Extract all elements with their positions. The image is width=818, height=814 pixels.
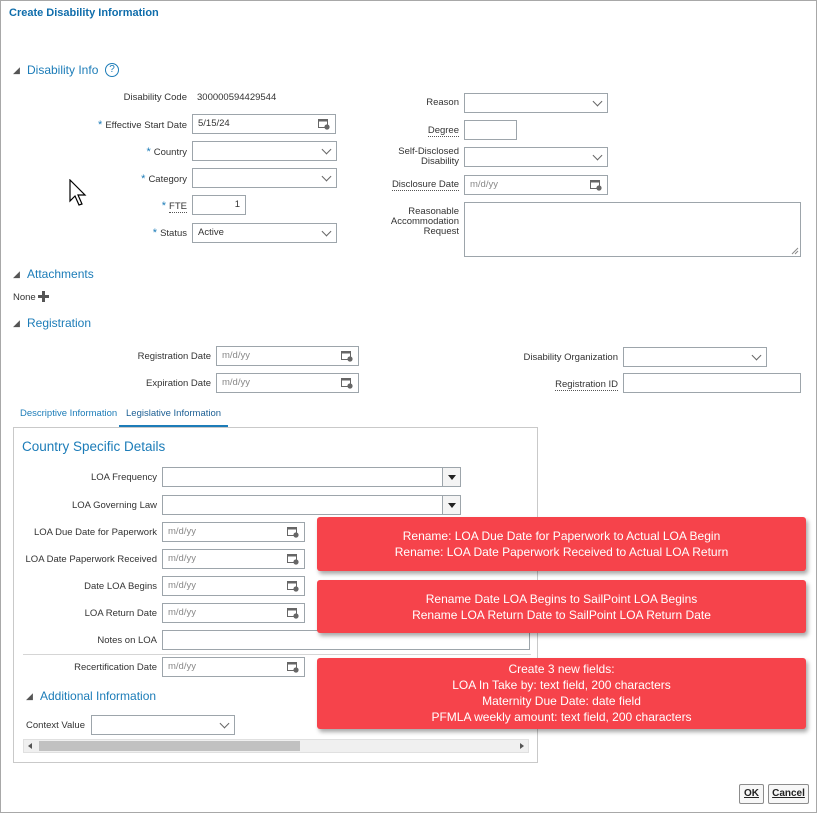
degree-input[interactable]: [464, 120, 517, 140]
calendar-icon[interactable]: [318, 118, 330, 130]
horizontal-scrollbar[interactable]: [23, 739, 529, 753]
loa-frequency-select[interactable]: [162, 467, 461, 487]
registration-date-input[interactable]: m/d/yy: [216, 346, 359, 366]
section-title-attachments[interactable]: Attachments: [27, 267, 94, 281]
calendar-icon[interactable]: [287, 661, 299, 673]
disclosure-date-input[interactable]: m/d/yy: [464, 175, 608, 195]
callout-rename-loa-begins: Rename Date LOA Begins to SailPoint LOA Begins Rename LOA Return Date to SailPoint LOA Return Date: [317, 580, 806, 633]
loa-governing-law-label: LOA Governing Law: [71, 500, 157, 511]
self-disclosed-label: Self-Disclosed Disability: [398, 146, 459, 167]
scroll-left-icon[interactable]: [28, 743, 32, 749]
calendar-icon[interactable]: [287, 526, 299, 538]
cancel-button[interactable]: Cancel: [768, 784, 809, 804]
collapse-triangle-icon[interactable]: ◢: [13, 269, 20, 279]
collapse-triangle-icon[interactable]: ◢: [13, 318, 20, 328]
accommodation-label: Reasonable Accommodation Request: [390, 206, 459, 237]
disability-organization-select[interactable]: [623, 347, 767, 367]
disability-code-value: 300000594429544: [197, 92, 277, 103]
loa-return-date-label: LOA Return Date: [84, 608, 157, 619]
chevron-down-icon: [322, 172, 332, 182]
section-title-registration[interactable]: Registration: [27, 316, 92, 330]
chevron-down-icon: [593, 97, 603, 107]
country-specific-title: Country Specific Details: [22, 439, 166, 454]
recertification-date-label: Recertification Date: [74, 662, 157, 673]
help-icon[interactable]: ?: [105, 63, 119, 77]
dialog-title: Create Disability Information: [9, 7, 159, 19]
reason-label: Reason: [426, 97, 459, 108]
registration-id-label: Registration ID: [555, 379, 618, 390]
chevron-down-icon: [593, 151, 603, 161]
calendar-icon[interactable]: [341, 350, 353, 362]
category-select[interactable]: [192, 168, 337, 188]
recertification-date-input[interactable]: m/d/yy: [162, 657, 305, 677]
effective-start-date-label: * Effective Start Date: [98, 119, 187, 131]
chevron-down-icon: [322, 227, 332, 237]
calendar-icon[interactable]: [287, 580, 299, 592]
effective-start-date-input[interactable]: 5/15/24: [192, 114, 336, 134]
chevron-down-icon: [220, 719, 230, 729]
scroll-right-icon[interactable]: [520, 743, 524, 749]
date-loa-begins-label: Date LOA Begins: [84, 581, 157, 592]
calendar-icon[interactable]: [287, 553, 299, 565]
context-value-label: Context Value: [26, 720, 85, 731]
loa-date-received-label: LOA Date Paperwork Received: [25, 554, 157, 565]
collapse-triangle-icon[interactable]: ◢: [26, 691, 33, 701]
disability-code-label: Disability Code: [123, 92, 187, 103]
expiration-date-input[interactable]: m/d/yy: [216, 373, 359, 393]
fte-input[interactable]: 1: [192, 195, 246, 215]
tab-descriptive-information[interactable]: Descriptive Information: [20, 408, 118, 419]
attachments-none: None: [13, 292, 36, 303]
notes-on-loa-label: Notes on LOA: [97, 635, 157, 646]
accommodation-textarea[interactable]: [464, 202, 801, 257]
loa-date-received-input[interactable]: m/d/yy: [162, 549, 305, 569]
degree-label: Degree: [427, 125, 459, 136]
disclosure-date-label: Disclosure Date: [391, 179, 459, 190]
section-title-additional-information[interactable]: Additional Information: [40, 689, 157, 703]
calendar-icon[interactable]: [341, 377, 353, 389]
context-value-select[interactable]: [91, 715, 235, 735]
loa-return-date-input[interactable]: m/d/yy: [162, 603, 305, 623]
expiration-date-label: Expiration Date: [146, 378, 211, 389]
calendar-icon[interactable]: [287, 607, 299, 619]
collapse-triangle-icon[interactable]: ◢: [13, 65, 20, 75]
date-loa-begins-input[interactable]: m/d/yy: [162, 576, 305, 596]
callout-rename-due-date: Rename: LOA Due Date for Paperwork to Actual LOA Begin Rename: LOA Date Paperwork Received to Actual LOA Return: [317, 517, 806, 571]
loa-frequency-label: LOA Frequency: [90, 472, 157, 483]
category-label: * Category: [141, 173, 187, 185]
registration-date-label: Registration Date: [137, 351, 211, 362]
dropdown-arrow-icon[interactable]: [442, 496, 460, 514]
ok-button[interactable]: OK: [739, 784, 764, 804]
self-disclosed-select[interactable]: [464, 147, 608, 167]
country-label: * Country: [146, 146, 187, 158]
chevron-down-icon: [752, 351, 762, 361]
required-asterisk: *: [98, 119, 103, 131]
reason-select[interactable]: [464, 93, 608, 113]
resize-handle-icon[interactable]: [791, 247, 799, 255]
loa-governing-law-select[interactable]: [162, 495, 461, 515]
callout-create-new-fields: Create 3 new fields: LOA In Take by: text field, 200 characters Maternity Due Date: date field PFMLA weekly amount: text field, 200 characters: [317, 658, 806, 729]
calendar-icon[interactable]: [590, 179, 602, 191]
mouse-cursor-icon: [69, 179, 89, 207]
section-title-disability-info[interactable]: Disability Info: [27, 63, 99, 77]
notes-on-loa-input[interactable]: [162, 630, 530, 650]
tab-legislative-information[interactable]: Legislative Information: [119, 403, 228, 427]
loa-due-date-input[interactable]: m/d/yy: [162, 522, 305, 542]
registration-id-input[interactable]: [623, 373, 801, 393]
country-select[interactable]: [192, 141, 337, 161]
scrollbar-thumb[interactable]: [39, 741, 300, 751]
disability-organization-label: Disability Organization: [523, 352, 618, 363]
add-attachment-icon[interactable]: [38, 291, 49, 302]
dropdown-arrow-icon[interactable]: [442, 468, 460, 486]
status-select[interactable]: Active: [192, 223, 337, 243]
fte-label: * FTE: [161, 200, 187, 212]
status-label: * Status: [152, 227, 187, 239]
divider: [23, 654, 531, 655]
loa-due-date-label: LOA Due Date for Paperwork: [33, 527, 157, 538]
chevron-down-icon: [322, 145, 332, 155]
